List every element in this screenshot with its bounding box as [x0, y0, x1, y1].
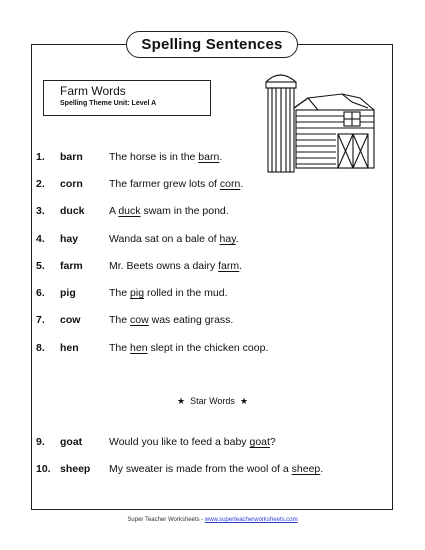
- underlined-word: pig: [130, 287, 145, 299]
- underlined-word: sheep: [291, 463, 321, 475]
- sentence: The pig rolled in the mud.: [109, 287, 228, 299]
- underlined-word: corn: [219, 178, 241, 190]
- footer: [0, 517, 425, 523]
- sentence: The horse is in the barn.: [109, 151, 223, 163]
- spelling-word: farm: [60, 260, 83, 272]
- item-number: 7.: [36, 314, 45, 326]
- item-number: 3.: [36, 205, 45, 217]
- underlined-word: cow: [130, 314, 149, 326]
- spelling-word: cow: [60, 314, 81, 326]
- theme-title: Farm Words: [60, 84, 126, 98]
- page-title: Spelling Sentences: [126, 31, 298, 58]
- spelling-word: hen: [60, 342, 79, 354]
- item-number: 6.: [36, 287, 45, 299]
- underlined-word: hay: [219, 233, 236, 245]
- underlined-word: duck: [118, 205, 141, 217]
- spelling-word: pig: [60, 287, 76, 299]
- underlined-word: barn: [198, 151, 220, 163]
- sentence: The farmer grew lots of corn.: [109, 178, 244, 190]
- star-words-label: Star Words: [190, 396, 235, 406]
- spelling-word: goat: [60, 436, 83, 448]
- star-icon: ★: [239, 396, 249, 406]
- spelling-word: hay: [60, 233, 79, 245]
- item-number: 9.: [36, 436, 45, 448]
- underlined-word: goat: [249, 436, 270, 448]
- item-number: 4.: [36, 233, 45, 245]
- star-words-heading: [0, 396, 425, 407]
- sentence: The cow was eating grass.: [109, 314, 234, 326]
- footer-brand: Super Teacher Worksheets -: [127, 517, 205, 523]
- footer-link[interactable]: www.superteacherworksheets.com: [204, 517, 298, 523]
- sentence: Would you like to feed a baby goat?: [109, 436, 276, 448]
- theme-box: [43, 80, 211, 116]
- spelling-word: duck: [60, 205, 85, 217]
- sentence: My sweater is made from the wool of a sheep.: [109, 463, 324, 475]
- barn-icon: [256, 68, 378, 174]
- item-number: 1.: [36, 151, 45, 163]
- item-number: 2.: [36, 178, 45, 190]
- underlined-word: hen: [130, 342, 148, 354]
- item-number: 5.: [36, 260, 45, 272]
- item-number: 10.: [36, 463, 51, 475]
- spelling-word: sheep: [60, 463, 91, 475]
- item-number: 8.: [36, 342, 45, 354]
- sentence: Mr. Beets owns a dairy farm.: [109, 260, 243, 272]
- theme-subtitle: Spelling Theme Unit: Level A: [60, 100, 157, 107]
- underlined-word: farm: [218, 260, 240, 272]
- star-icon: ★: [176, 396, 186, 406]
- sentence: Wanda sat on a bale of hay.: [109, 233, 239, 245]
- spelling-word: barn: [60, 151, 83, 163]
- sentence: The hen slept in the chicken coop.: [109, 342, 269, 354]
- sentence: A duck swam in the pond.: [109, 205, 229, 217]
- spelling-word: corn: [60, 178, 83, 190]
